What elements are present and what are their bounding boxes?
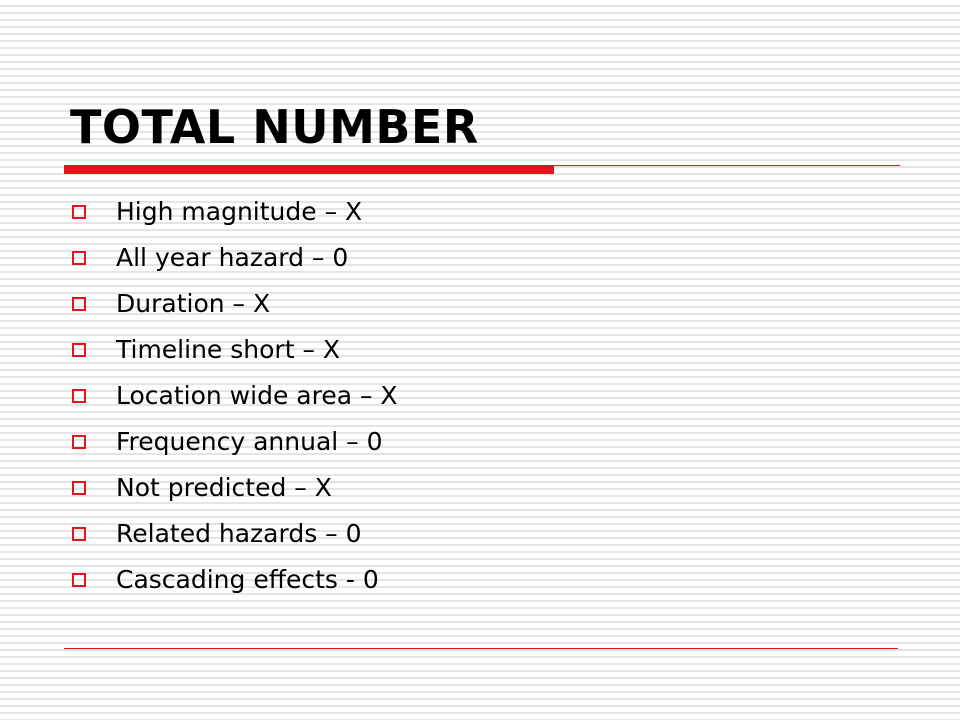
list-item-text: All year hazard – 0: [116, 243, 349, 272]
list-item: [72, 511, 398, 557]
list-item: [72, 327, 398, 373]
list-item: [72, 557, 398, 603]
hollow-square-bullet-icon: [72, 573, 86, 587]
list-item: [72, 419, 398, 465]
list-item: [72, 189, 398, 235]
list-item: [72, 235, 398, 281]
hollow-square-bullet-icon: [72, 527, 86, 541]
hollow-square-bullet-icon: [72, 481, 86, 495]
list-item-text: Related hazards – 0: [116, 519, 362, 548]
list-item-text: Timeline short – X: [116, 335, 341, 364]
list-item: [72, 465, 398, 511]
hollow-square-bullet-icon: [72, 297, 86, 311]
title-underline-thick: [64, 166, 554, 174]
hollow-square-bullet-icon: [72, 251, 86, 265]
list-item-text: Location wide area – X: [116, 381, 398, 410]
list-item-text: High magnitude – X: [116, 197, 363, 226]
list-item-text: Cascading effects - 0: [116, 565, 379, 594]
hollow-square-bullet-icon: [72, 343, 86, 357]
bottom-divider: [64, 648, 898, 649]
hollow-square-bullet-icon: [72, 205, 86, 219]
slide-title: TOTAL NUMBER: [70, 100, 479, 154]
list-item: [72, 373, 398, 419]
list-item: [72, 281, 398, 327]
bullet-list: [72, 189, 398, 603]
hollow-square-bullet-icon: [72, 389, 86, 403]
list-item-text: Duration – X: [116, 289, 271, 318]
list-item-text: Not predicted – X: [116, 473, 332, 502]
list-item-text: Frequency annual – 0: [116, 427, 383, 456]
hollow-square-bullet-icon: [72, 435, 86, 449]
